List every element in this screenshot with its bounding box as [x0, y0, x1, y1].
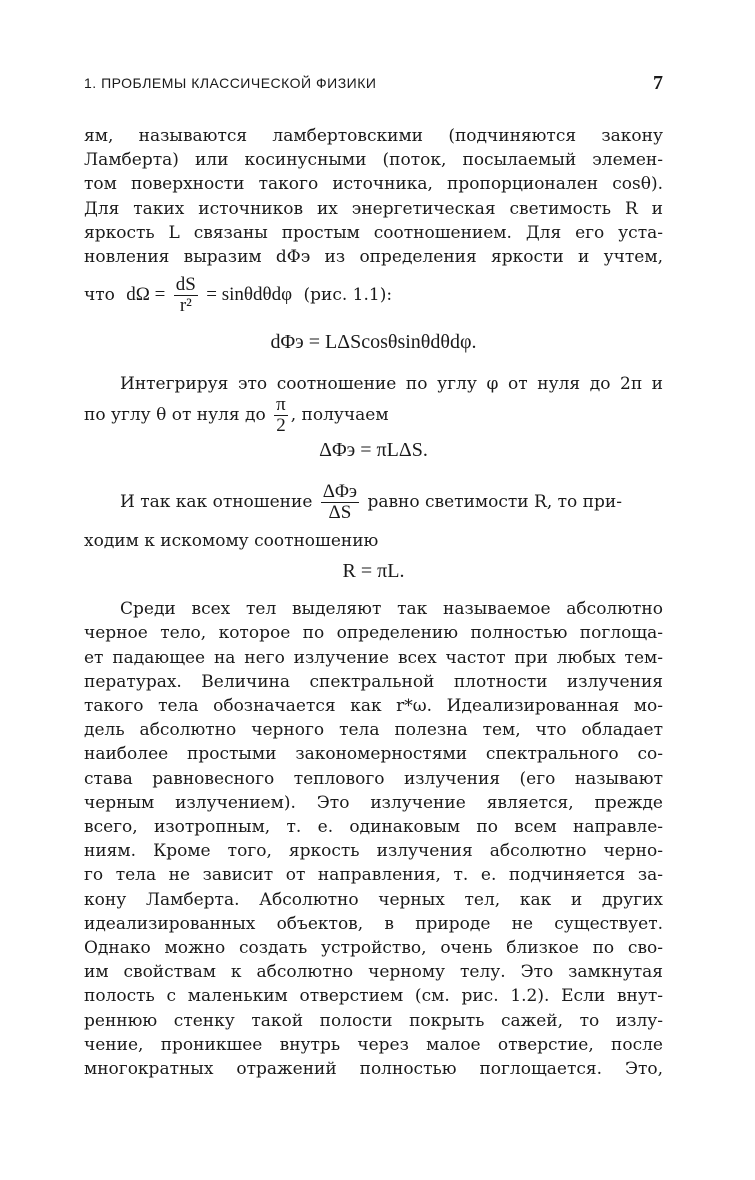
text-line: черным излучением). Это излучение является, прежде [84, 792, 663, 813]
fraction-pi-2 [274, 395, 288, 436]
paragraph-3-line-2 [84, 529, 663, 553]
fraction-numerator: ΔΦэ [322, 480, 358, 502]
text-fragment: равно светимости R, то при- [367, 491, 622, 512]
page-body [84, 124, 663, 1081]
text-line: ходим к искомому соотношению [84, 530, 379, 551]
page-number: 7 [653, 72, 663, 94]
text-line: черное тело, которое по определению полностью поглоща- [84, 623, 663, 644]
text-line: полость с маленьким отверстием (см. рис. 1.2). Если внут- [84, 986, 663, 1007]
paragraph-4 [84, 597, 663, 1081]
formula-suffix: (рис. 1.1): [303, 285, 393, 306]
formula-prefix: что [84, 285, 115, 306]
fraction-denominator: ΔS [328, 501, 352, 523]
text-line: новления выразим dΦэ из определения яркости и учтем, [84, 247, 663, 268]
text-line: реннюю стенку такой полости покрыть сажей, то излу- [84, 1010, 663, 1031]
text-line: им свойствам к абсолютно черному телу. Это замкнутая [84, 962, 663, 983]
text-fragment: И так как отношение [120, 491, 313, 512]
formula-rhs: = sinθdθdφ [206, 284, 293, 306]
text-line: яркость L связаны простым соотношением. Для его уста- [84, 222, 663, 243]
text-fragment: , получаем [290, 404, 389, 425]
paragraph-2 [84, 372, 663, 396]
text-line: идеализированных объектов, в природе не существует. [84, 913, 663, 934]
text-line: чение, проникшее внутрь через малое отверстие, после [84, 1034, 663, 1055]
text-line: Интегрируя это соотношение по углу φ от нуля до 2π и [120, 374, 663, 395]
text-line: става равновесного теплового излучения (его называют [84, 768, 663, 789]
text-line: ет падающее на него излучение всех частот при любых тем- [84, 647, 663, 668]
text-line: дель абсолютно черного тела полезна тем, что обладает [84, 720, 663, 741]
fraction-numerator: π [276, 393, 286, 415]
page-header [84, 72, 663, 96]
text-line: ям, называются ламбертовскими (подчиняются закону [84, 126, 663, 146]
text-line: всего, изотропным, т. е. одинаковым по всем направле- [84, 817, 663, 838]
paragraph-3-line-1 [84, 482, 663, 523]
text-line: наиболее простыми закономерностями спектрального со- [84, 744, 663, 765]
text-line: кону Ламберта. Абсолютно черных тел, как и других [84, 889, 663, 910]
text-line: Ламберта) или косинусными (поток, посылаемый элемен- [84, 150, 663, 171]
text-line: го тела не зависит от направления, т. е. подчиняется за- [84, 865, 663, 886]
text-fragment: по углу θ от нуля до [84, 404, 266, 425]
text-line: ниям. Кроме того, яркость излучения абсолютно черно- [84, 841, 663, 862]
text-line: многократных отражений полностью поглощается. Это, [84, 1059, 663, 1080]
text-line: пературах. Величина спектральной плотности излучения [84, 671, 663, 692]
fraction-numerator: dS [175, 274, 196, 296]
formula-solid-angle [84, 275, 663, 316]
paragraph-2-line-2 [84, 395, 663, 436]
fraction-denominator: r² [179, 295, 192, 317]
formula-lhs: dΩ = [126, 284, 166, 306]
paragraph-1 [84, 124, 663, 269]
text-line: Для таких источников их энергетическая светимость R и [84, 198, 663, 219]
fraction-denominator: 2 [276, 414, 286, 436]
formula-radiance: R = πL. [342, 560, 405, 583]
text-line: Среди всех тел выделяют так называемое абсолютно [120, 599, 663, 620]
text-line: такого тела обозначается как r*ω. Идеализированная мо- [84, 696, 663, 717]
text-line: том поверхности такого источника, пропорционален cosθ). [84, 174, 663, 195]
running-title: 1. ПРОБЛЕМЫ КЛАССИЧЕСКОЙ ФИЗИКИ [84, 75, 377, 91]
formula-total-flux: ΔΦэ = πLΔS. [319, 438, 428, 461]
fraction-flux-area [321, 482, 359, 523]
fraction-ds-r2 [174, 275, 198, 316]
formula-flux: dΦэ = LΔScosθsinθdθdφ. [270, 331, 477, 354]
text-line: Однако можно создать устройство, очень близкое по сво- [84, 938, 663, 959]
